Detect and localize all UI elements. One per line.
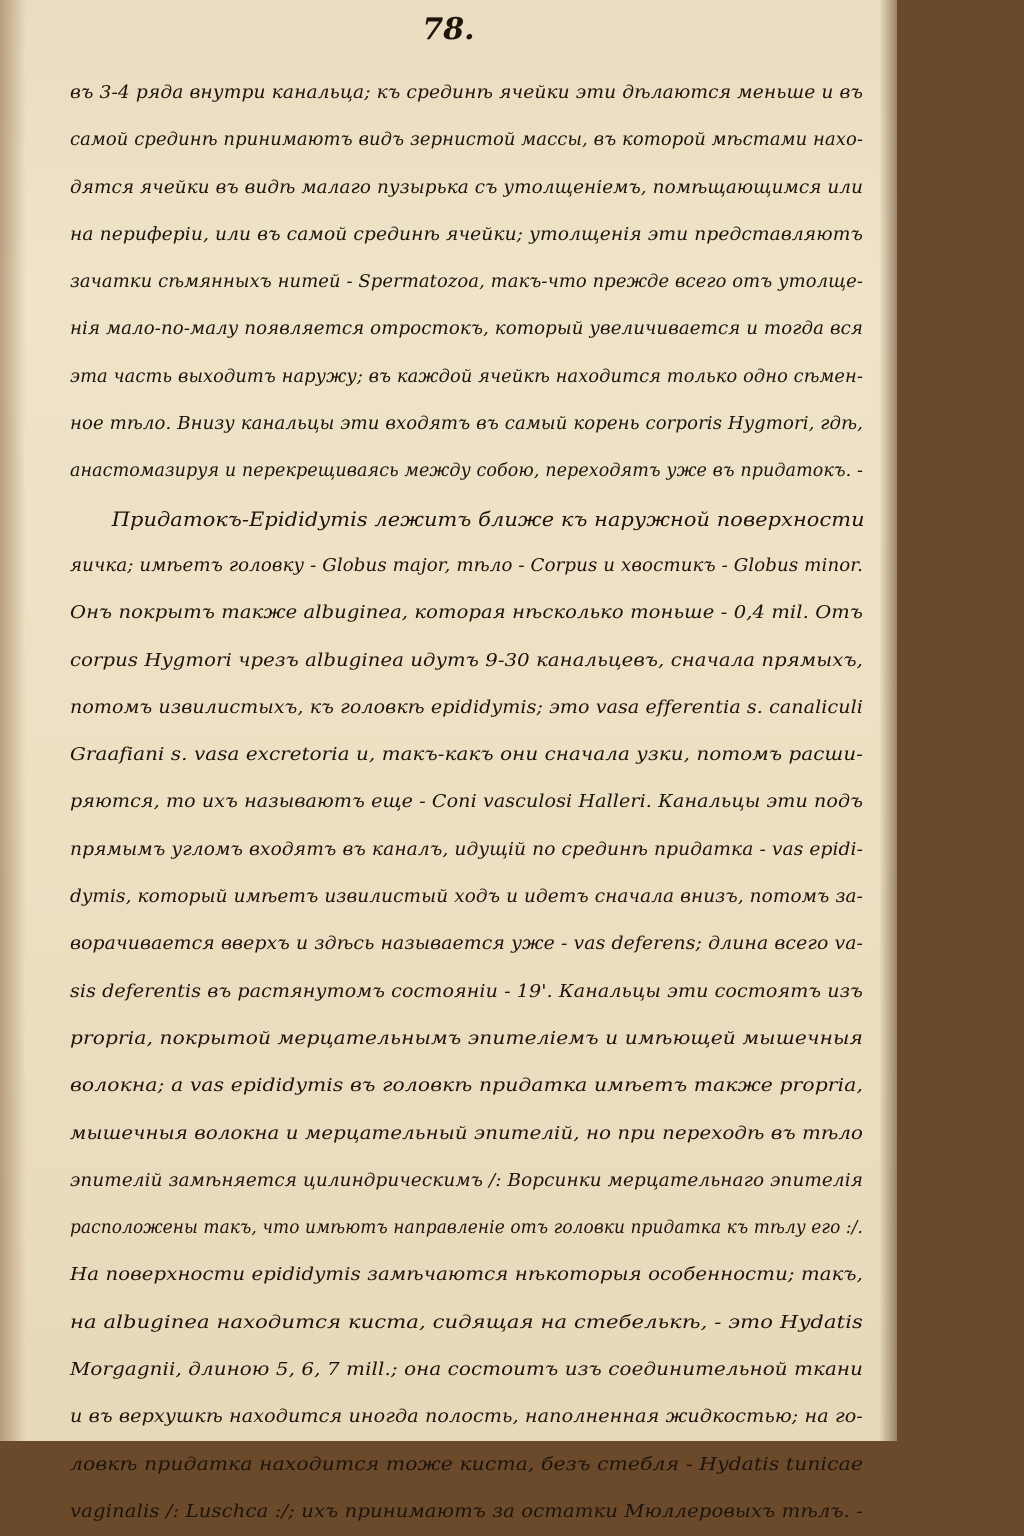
text-line: dymis, который имѣетъ извилистый ходъ и идетъ сначала внизъ, потомъ за- <box>70 887 863 908</box>
text-line: ряются, то ихъ называютъ еще - Coni vasculosi Halleri. Канальцы эти подъ <box>70 792 864 813</box>
text-line: sis deferentis въ растянутомъ состояніи - 19'. Канальцы эти состоятъ изъ <box>70 981 863 1002</box>
text-line: эта часть выходитъ наружу; въ каждой ячейкѣ находится только одно сѣмен- <box>70 366 863 387</box>
text-line: потомъ извилистыхъ, къ головкѣ epididymis; это vasa efferentia s. canaliculi <box>70 697 863 718</box>
text-line: анастомазируя и перекрещиваясь между собою, переходятъ уже въ придатокъ. - <box>70 461 864 482</box>
text-line: дятся ячейки въ видѣ малаго пузырька съ утолщеніемъ, помѣщающимся или <box>70 177 864 198</box>
text-line: волокна; а vas epididymis въ головкѣ придатка имѣетъ также propria, <box>70 1076 864 1097</box>
text-line: расположены такъ, что имѣютъ направленіе отъ головки придатка къ тѣлу его :/. <box>70 1218 863 1239</box>
manuscript-text <box>70 70 863 1536</box>
text-line: яичка; имѣетъ головку - Globus major, тѣло - Corpus и хвостикъ - Globus minor. <box>70 555 863 576</box>
text-line: ное тѣло. Внизу канальцы эти входятъ въ самый корень corporis Hygmori, гдѣ, <box>70 414 864 435</box>
text-line: на периферіи, или въ самой срединѣ ячейки; утолщенія эти представляютъ <box>70 224 864 245</box>
text-line: Morgagnii, длиною 5, 6, 7 mill.; она состоитъ изъ соединительной ткани <box>70 1360 863 1381</box>
text-line: На поверхности epididymis замѣчаются нѣкоторыя особенности; такъ, <box>70 1265 864 1286</box>
text-line: на albuginea находится киста, сидящая на стебелькѣ, - это Hydatis <box>70 1312 863 1333</box>
text-line: прямымъ угломъ входятъ въ каналъ, идущій по срединѣ придатка - vas epidi- <box>70 839 864 860</box>
text-line: эпителій замѣняется цилиндрическимъ /: Ворсинки мерцательнаго эпителія <box>70 1170 863 1191</box>
text-line: въ 3-4 ряда внутри канальца; къ срединѣ ячейки эти дѣлаются меньше и въ <box>70 83 864 103</box>
text-line: и въ верхушкѣ находится иногда полость, наполненная жидкостью; на го- <box>70 1407 863 1428</box>
text-line: Онъ покрытъ также albuginea, которая нѣсколько тоньше - 0,4 mil. Отъ <box>70 603 864 624</box>
section-heading-line: Придатокъ-Epididymis лежитъ ближе къ наружной поверхности <box>111 506 865 531</box>
text-line: самой срединѣ принимаютъ видъ зернистой массы, въ которой мѣстами нахо- <box>70 130 864 151</box>
text-line: зачатки сѣмянныхъ нитей - Spermatozoa, такъ-что прежде всего отъ утолще- <box>70 272 864 293</box>
text-line: мышечныя волокна и мерцательный эпителій, но при переходѣ въ тѣло <box>70 1123 864 1144</box>
text-line: нія мало-по-малу появляется отростокъ, который увеличивается и тогда вся <box>70 319 864 340</box>
text-line: propria, покрытой мерцательнымъ эпителіемъ и имѣющей мышечныя <box>70 1028 863 1049</box>
text-line: corpus Hygmori чрезъ albuginea идутъ 9-30 канальцевъ, сначала прямыхъ, <box>70 650 863 671</box>
page-number: 78. <box>422 12 475 47</box>
text-line: Graafiani s. vasa excretoria и, такъ-какъ они сначала узки, потомъ расши- <box>70 745 864 766</box>
text-line: vaginalis /: Luschca :/; ихъ принимаютъ за остатки Мюллеровыхъ тѣлъ. - <box>70 1501 863 1522</box>
text-line: ворачивается вверхъ и здѣсь называется уже - vas deferens; длина всего va- <box>70 934 864 955</box>
text-line: ловкѣ придатка находится тоже киста, безъ стебля - Hydatis tunicae <box>70 1454 864 1475</box>
